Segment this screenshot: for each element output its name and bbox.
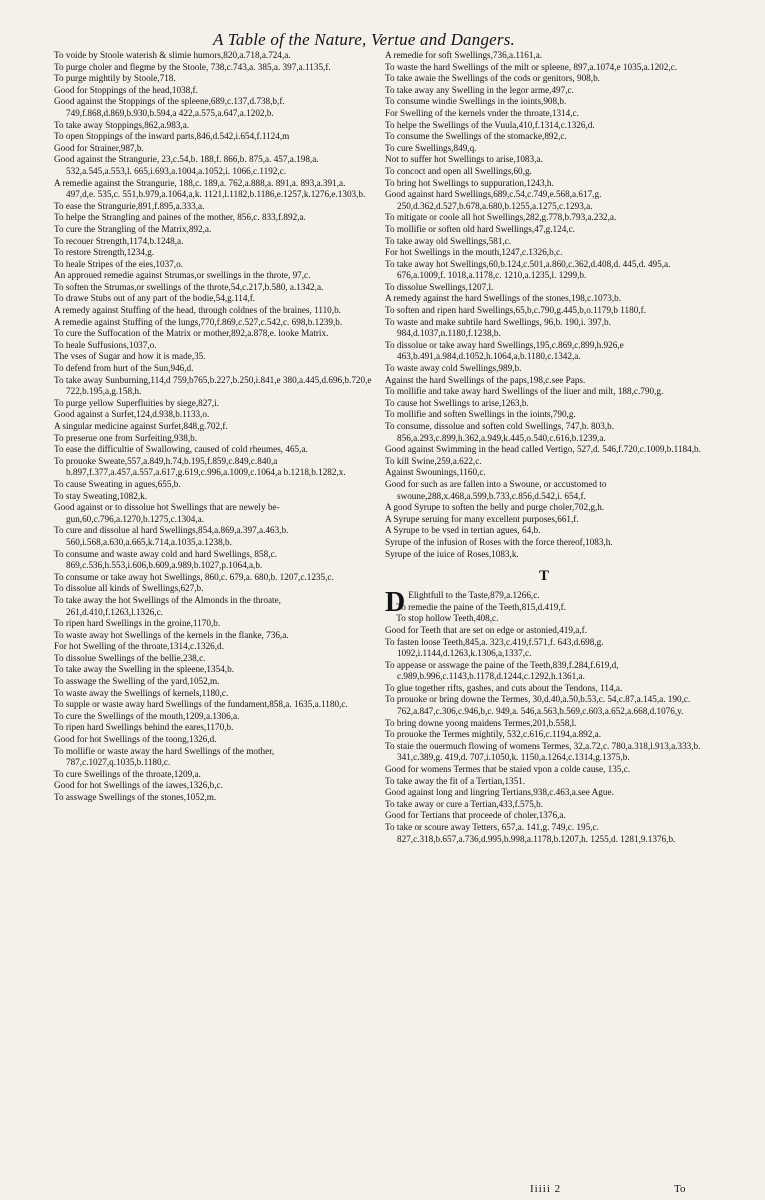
index-entry: To take away the Swelling in the spleene,1354,b. [54, 664, 234, 675]
index-entry: Good for such as are fallen into a Swoune, or accustomed to swoune,288,x.468,a.599,b.733,c.856,d.542,i. 654,f. [385, 478, 607, 501]
index-entry: To waste the hard Swellings of the milt or spleene, 897,a.1074,e 1035,a.1202,c. [385, 61, 678, 72]
page-title: A Table of the Nature, Vertue and Dangers. [213, 30, 515, 49]
index-entry: A Syrupe seruing for many excellent purposes,661,f. [385, 513, 579, 524]
index-entry: Against the hard Swellings of the paps,198,c.see Paps. [385, 374, 586, 385]
index-entry: To cure the Strangling of the Matrix,892,a. [54, 223, 212, 234]
index-entry: To take away hot Swellings,60,b.124,c.501,a.860,c.362,d.408,d. 445,d. 495,a. 676,a.1009,f. 1018,a.1178,c. 1210,a.1235,l. 1299,b. [385, 258, 671, 281]
index-entry: Good against Swimming in the head called Vertigo, 527,d. 546,f.720,c.1009,b.1184,b. [385, 444, 701, 455]
index-entry: To cure Swellings,849,q. [385, 142, 477, 153]
index-entry: To consume, dissolue and soften cold Swellings, 747,b. 803,b. 856,a.293,c.899,h.362,a.949,k.445,o.540,c.616,b.1239,a. [385, 421, 615, 443]
index-entry: To glue together rifts, gashes, and cuts about the Tendons, 114,a. [385, 682, 623, 693]
index-entry: To waste away cold Swellings,989,b. [385, 363, 522, 374]
index-entry: A remedie against Stuffing of the lungs,770,f.869,c.527,c.542,c. 698,b.1239,b. [54, 316, 343, 327]
index-entry: To dissolue Swellings,1207,l. [385, 281, 494, 292]
index-entry: Good for Teeth that are set on edge or astonied,419,a,f. [385, 624, 588, 635]
index-entry: To mollifie or waste away the hard Swellings of the mother, 787,c.1027,q.1035,b.1180,c. [54, 745, 275, 768]
index-entry: To mollifie and take away hard Swellings of the liuer and milt, 188,c.790,g. [385, 386, 664, 397]
index-entry: To staie the ouermuch flowing of womens Termes, 32,a.72,c. 780,a.318,l.913,a.333,b. 341,c.389,g. 419,d. 707,i.1050,k. 1150,a.1264,c.1314,g.1375,b. [385, 740, 701, 763]
index-entry: To helpe the Strangling and paines of the mother, 856,c. 833,f.892,a. [54, 212, 306, 223]
index-entry: Syrupe of the iuice of Roses,1083,k. [385, 548, 519, 559]
running-header [0, 30, 765, 50]
index-entry: To drawe Stubs out of any part of the bodie,54,g.114,f. [54, 293, 256, 304]
index-entry: To restore Strength,1234,g. [54, 247, 155, 258]
index-entry: To kill Swine,259,a.622,c. [385, 455, 482, 466]
index-entry: To prouoke the Termes mightily, 532,c.616,c.1194,a.892,a. [385, 729, 602, 740]
index-entry: Not to suffer hot Swellings to arise,1083,a. [385, 154, 543, 165]
right-column-t-entries [385, 602, 703, 845]
index-entry: To mollifie and soften Swellings in the ioints,790,g. [385, 409, 576, 420]
right-column [385, 50, 703, 845]
index-entry: To heale Stripes of the eies,1037,o. [54, 258, 183, 269]
index-entry: Syrupe of the infusion of Roses with the force thereof,1083,h. [385, 536, 613, 547]
index-entry: To bring downe yoong maidens Termes,201,b.558,l. [385, 717, 577, 728]
index-entry: Good against the Stoppings of the spleene,689,c.137,d.738,b,f. 749,f.868,d.869,b.930,b.594,a 422,a.575,a.647,a.1202,b. [54, 96, 285, 118]
index-entry: A singular medicine against Surfet,848,g.702,f. [54, 421, 228, 431]
index-entry: To concoct and open all Swellings,60,g. [385, 165, 532, 176]
index-entry: Good for hot Swellings of the iawes,1326,b,c. [54, 780, 223, 791]
index-entry: Against Swounings,1160,c. [385, 467, 486, 478]
index-entry: To prouoke Sweate,557,a.849,h.74,b.195,f.859,c.849,c.840,a b.897,f.377,a.457,a.557,a.617,g.619,c.996,a.1009,c.1064,a b.1218,b.1282,x. [54, 455, 346, 478]
index-entry: A remedie for soft Swellings,736,a.1161,a. [385, 50, 543, 60]
index-entry: To fasten loose Teeth,845,a. 323,c.419,f.571,f. 643,d.698,g. 1092,i.1144,d.1263,k.1306,a,1337,c. [385, 636, 604, 659]
index-entry: A remedy against Stuffing of the head, through coldnes of the braines, 1110,b. [54, 305, 341, 316]
index-entry: To take or scoure away Tetters, 657,a. 141,g. 749,c. 195,c. 827,c.318,b.657,a.736,d.995,b.998,a.1178,b.1207,h. 1255,d. 1281,9.1376,b. [385, 822, 676, 844]
index-entry: To take away any Swelling in the legor arme,497,c. [385, 84, 574, 95]
index-entry: To cure and dissolue al hard Swellings,854,a.869,a.397,a.463,b. 560,i.568,a.630,a.665,k.714,a.1035,a.1238,b. [54, 525, 289, 547]
index-entry: To appease or asswage the paine of the Teeth,839,f.284,f.619,d, c.989,b.996,c.1143,b.1178,d.1244,c.1292,h.1361,a. [385, 659, 619, 682]
index-entry: To take away old Swellings,581,c. [385, 235, 512, 246]
index-entry: An approued remedie against Strumas,or swellings in the throte, 97,c. [54, 270, 311, 281]
index-entry: To defend from hurt of the Sun,946,d. [54, 363, 194, 374]
index-entry: To recouer Strength,1174,b.1248,a. [54, 235, 184, 246]
index-entry: To prouoke or bring downe the Termes, 30,d.40,a.50,b.53,c. 54,c.87,a.145,a. 190,c. 762,a.847,c.306,c.946,b,c. 949,a. 546,a.563,b.569,c.603,a.652,a.668,d.1076,y. [385, 694, 691, 717]
index-entry: To consume windie Swellings in the ioints,908,b. [385, 96, 567, 107]
index-entry: To helpe the Swellings of the Vuula,410,f.1314,c.1326,d. [385, 119, 595, 130]
index-entry: To take away the fit of a Tertian,1351. [385, 775, 526, 786]
index-entry: Good against a Surfet,124,d.938,b.1133,o. [54, 409, 210, 420]
index-entry: To soften and ripen hard Swellings,65,b,c.790,g.445,b,o.1179,b 1180,f. [385, 305, 646, 316]
index-entry: To cure Swellings of the throate,1209,a. [54, 768, 201, 779]
index-entry: To consume or take away hot Swellings, 860,c. 679,a. 680,b. 1207,c.1235,c. [54, 571, 334, 582]
index-entry: To waste and make subtile hard Swellings, 96,b. 190,i. 397,b. 984,d.1037,n.1180,f.1238,b. [385, 316, 611, 339]
index-entry: For Swelling of the kernels vnder the throate,1314,c. [385, 107, 579, 118]
index-entry: To purge yellow Superfluities by siege,827,i. [54, 397, 220, 408]
index-entry: To purge mightily by Stoole,718. [54, 73, 176, 84]
index-entry: To remedie the paine of the Teeth,815,d.419,f. [396, 601, 566, 612]
index-entry: To mollifie or soften old hard Swellings,47,g.124,c. [385, 223, 575, 234]
index-entry: To take away or cure a Tertian,433,f.575,b. [385, 798, 543, 809]
index-entry: A remedy against the hard Swellings of the stones,198,c.1073,b. [385, 293, 622, 304]
index-entry: For hot Swellings in the mouth,1247,c.1326,b,c. [385, 247, 563, 258]
index-entry: To stay Sweating,1082,k. [54, 490, 148, 501]
index-entry: Good for hot Swellings of the toong,1326,d. [54, 734, 217, 745]
index-entry: To dissolue all kinds of Swellings,627,b. [54, 583, 204, 594]
index-entry: Good for Stoppings of the head,1038,f. [54, 84, 198, 95]
index-entry: To purge choler and flegme by the Stoole, 738,c.743,a. 385,a. 397,a.1135,f. [54, 61, 331, 72]
index-entry-text: Elightfull to the Taste,879,a.1266,c. [408, 590, 540, 601]
index-entry: To ripen hard Swellings in the groine,1170,b. [54, 618, 221, 629]
index-entry: For hot Swelling of the throate,1314,c.1326,d. [54, 641, 224, 652]
index-entry: A good Syrupe to soften the belly and purge choler,702,g,h. [385, 502, 605, 513]
index-entry: To bring hot Swellings to suppuration,1243,h. [385, 177, 554, 188]
index-entry: To cure the Suffocation of the Matrix or mother,892,a.878,e. looke Matrix. [54, 328, 329, 339]
index-entry: To asswage Swellings of the stones,1052,m. [54, 792, 217, 802]
index-entry: To waste away the Swellings of kernels,1180,c. [54, 687, 229, 698]
index-entry: To dissolue or take away hard Swellings,195,c.869,c.899,h.926,e 463,b.491,a.984,d.1052,h.1064,a,b.1180,c.1342,a. [385, 339, 624, 362]
index-entry: To stop hollow Teeth,408,c. [396, 613, 499, 624]
index-entry: Good against or to dissolue hot Swellings that are newely be- gun,60,c.796,a.1270,b.1275,c.1304,a. [54, 502, 280, 524]
index-entry: To voide by Stoole waterish & slimie humors,820,a.718,a.724,a. [54, 50, 291, 60]
signature-mark: Iiiii 2 [530, 1183, 562, 1195]
index-entry: To ripen hard Swellings behind the eares,1170,b. [54, 722, 234, 733]
index-entry: To cure the Swellings of the mouth,1209,a.1306,a. [54, 710, 240, 721]
section-letter-t: T [538, 568, 549, 585]
index-entry: Good against hard Swellings,689,c.54,c.749,e.568,a.617,g. 250,d.362,d.527,b.678,a.680,b.1255,a.1275,c.1293,a. [385, 189, 602, 211]
index-entry: To consume the Swellings of the stomacke,892,c. [385, 131, 567, 142]
index-entry: To heale Suffusions,1037,o. [54, 339, 157, 350]
index-entry: To take away Stoppings,862,a.983,a. [54, 119, 190, 130]
catchword: To [674, 1183, 686, 1195]
index-entry: Good for Tertians that proceede of choler,1376,a. [385, 810, 566, 821]
index-entry: To ease the difficultie of Swallowing, caused of cold rheumes, 465,a. [54, 444, 308, 455]
index-entry: Good against the Strangurie, 23,c.54,b. 188,f. 866,b. 875,a. 457,a.198,a. 532,a.545,a.553,l. 665,i.693,a.1004,a.1052,i. 1066,c.1192,c. [54, 154, 319, 176]
index-entry: To asswage the Swelling of the yard,1052,m. [54, 676, 220, 687]
index-entry: A remedie against the Strangurie, 188,c. 189,a. 762,a.888,a. 891,a. 893,a.391,a. 497,d,e. 535,c. 551,b.979,a.1064,a,k. 1121,l.1182,b.1186,e.1257,k.1276,e.1303,b. [54, 177, 366, 200]
index-entry: To take away the hot Swellings of the Almonds in the throate, 261,d.410,f.1263,l.1326,c. [54, 594, 281, 617]
index-entry: To supple or waste away hard Swellings of the fundament,858,a. 1635,a.1180,c. [54, 699, 348, 710]
index-entry: To dissolue Swellings of the bellie,238,c. [54, 652, 206, 663]
index-entry: Good for womens Termes that be staied vpon a colde cause, 135,c. [385, 764, 631, 775]
index-entry: Good against long and lingring Tertians,938,c.463,a.see Ague. [385, 787, 614, 798]
index-entry: To cause Sweating in agues,655,b. [54, 478, 181, 489]
index-entry: A Syrupe to be vsed in tertian agues, 64,b. [385, 525, 541, 536]
index-entry: To take away Sunburning,114,d 759,b765,b.227,b.250,i.841,e 380,a.445,d.696,b.720,e 722,b.195,a,g.158,h. [54, 374, 372, 397]
drop-capital: D [385, 587, 406, 619]
index-entry: The vses of Sugar and how it is made,35. [54, 351, 206, 362]
index-entry: To cause hot Swellings to arise,1263,b. [385, 397, 529, 408]
left-column [54, 50, 372, 804]
index-entry: To preserue one from Surfeiting,938,b. [54, 432, 198, 443]
index-entry: To ease the Strangurie,891,f.895,a.333,a. [54, 200, 205, 211]
index-entry: To open Stoppings of the inward parts,846,d.542,i.654,f.1124,m [54, 131, 290, 142]
index-entry: To consume and waste away cold and hard Swellings, 858,c. 869,c.536,h.553,i.606,b.609,a.989,b.1027,p.1064,a,b. [54, 548, 277, 571]
index-entry: To mitigate or coole all hot Swellings,282,g.778,b.793,a.232,a. [385, 212, 617, 223]
index-entry: To soften the Strumas,or swellings of the throte,54,c.217,b.580, a.1342,a. [54, 281, 324, 292]
index-entry: To waste away hot Swellings of the kernels in the flanke, 736,a. [54, 629, 289, 640]
right-column-s-entries [385, 50, 703, 560]
index-entry: Good for Strainer,987,b. [54, 142, 144, 153]
index-entry: To take awaie the Swellings of the cods or genitors, 908,b. [385, 73, 600, 84]
